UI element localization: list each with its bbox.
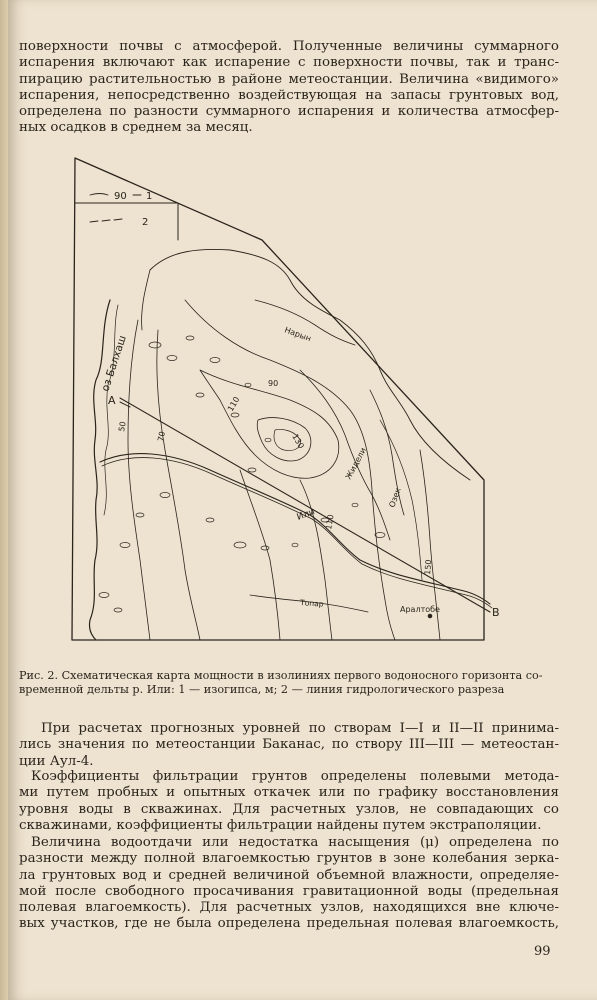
label-point-b: B [492, 606, 500, 619]
page-number: 99 [534, 944, 551, 959]
text-line: ми путем пробных и опытных откачек или по графику восстановления [19, 785, 559, 801]
isoline-label: 90 [268, 379, 279, 388]
caption-line: Рис. 2. Схематическая карта мощности в изолиниях первого водоносного горизонта со- [19, 669, 543, 682]
label-zhideli-river: Жидели [343, 446, 369, 481]
text-line: вых участков, где не была определена предельная полевая влагоемкость, [19, 916, 559, 932]
text-line: лись значения по метеостанции Баканас, по створу III—III — метеостан- [19, 737, 559, 753]
text-line: поверхности почвы с атмосферой. Полученные величины суммарного [19, 39, 559, 54]
text-line: пирацию растительностью в районе метеостанции. Величина «видимого» [19, 71, 559, 87]
paragraph-1 [19, 721, 559, 770]
label-ili-river: Или [295, 507, 317, 523]
text-line: ла грунтовых вод и средней величиной объемной влажности, определяе- [19, 867, 559, 883]
map-frame [72, 158, 484, 640]
text-line: мой после свободного просачивания гравитационной воды (предельная [19, 883, 559, 899]
section-line-a-b [120, 398, 490, 612]
isoline-label: 110 [324, 513, 336, 531]
isoline-label: 50 [117, 420, 128, 433]
text-line: скважинами, коэффициенты фильтрации найдены путем экстраполяции. [19, 817, 542, 833]
label-lake-balkhash: оз Балхаш [99, 334, 129, 393]
legend-isoline-sample [90, 194, 108, 196]
text-line: Величина водоотдачи или недостатка насыщения (μ) определена по [31, 835, 559, 850]
legend-isoline-value: 90 [114, 191, 127, 202]
isoline-50 [128, 320, 150, 640]
text-line: ции Аул-4. [19, 753, 94, 769]
isoline-label: 150 [423, 559, 434, 576]
paragraph-2 [19, 769, 559, 834]
text-line: разности между полной влагоемкостью грунтов в зоне колебания зерка- [19, 851, 559, 867]
delta-outline-north [150, 249, 470, 480]
text-line: испарения, непосредственно воздействующая на запасы грунтовых вод, [19, 87, 559, 103]
delta-lakes [99, 336, 385, 612]
legend-index-2: 2 [142, 217, 149, 228]
text-line: испарения включают как испарение с поверхности почвы, так и транс- [19, 55, 559, 71]
paragraph-3 [19, 835, 559, 933]
label-settlement: Аралтобе [400, 605, 440, 614]
figure-caption [19, 669, 559, 697]
text-line: полевая влагоемкость). Для расчетных узлов, находящихся вне ключе- [19, 900, 559, 916]
settlement-marker [428, 614, 432, 618]
text-line: ных осадков в среднем за месяц. [19, 120, 253, 136]
isoline-90 [185, 300, 395, 640]
ili-river [100, 454, 490, 604]
label-topar-river: Топар [299, 598, 324, 609]
text-line: Коэффициенты фильтрации грунтов определены полевыми метода- [31, 769, 559, 784]
isoline-label: 70 [156, 430, 168, 443]
text-line: уровня воды в скважинах. Для расчетных узлов, не совпадающих со [19, 801, 559, 817]
label-point-a: A [108, 394, 116, 407]
caption-line: временной дельты р. Или: 1 — изогипса, м; 2 — линия гидрологического разреза [19, 683, 505, 697]
lake-shoreline [89, 300, 110, 640]
isoline-label: 110 [225, 395, 242, 413]
legend-index-1: 1 [146, 191, 153, 202]
isoline-70 [157, 330, 200, 640]
isoline-label: 130 [290, 432, 306, 451]
label-ozek-river: Озек [387, 486, 403, 509]
legend-section-line-sample [90, 219, 122, 222]
text-line: определена по разности суммарного испарения и количества атмосфер- [19, 104, 559, 120]
text-line: При расчетах прогнозных уровней по створам I—I и II—II принима- [41, 721, 559, 736]
label-naryn-river: Нарын [283, 325, 313, 344]
